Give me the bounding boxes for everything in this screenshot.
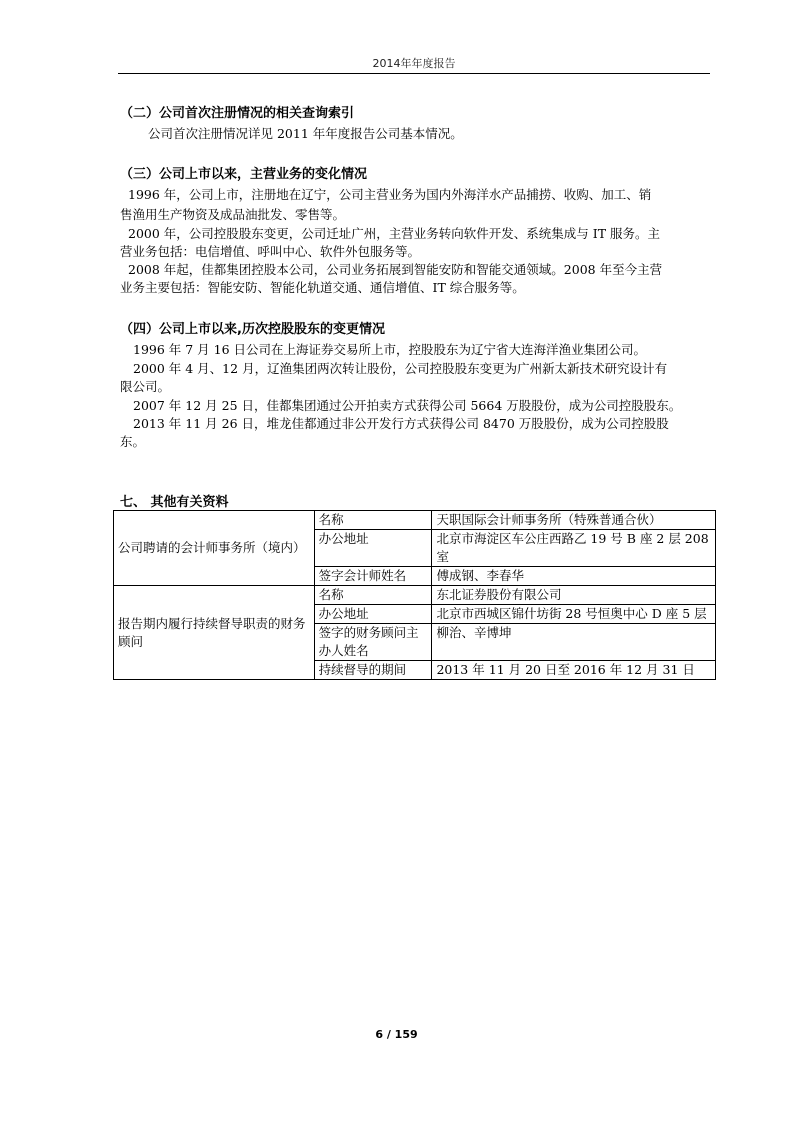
accounting-firm-label: 公司聘请的会计师事务所（境内） bbox=[114, 511, 315, 586]
section-3-line: 2000 年，公司控股股东变更，公司迁址广州，主营业务转向软件开发、系统集成与 IT 服务。主 bbox=[128, 226, 661, 241]
table-row bbox=[114, 511, 716, 530]
field-label: 签字会计师姓名 bbox=[314, 567, 432, 586]
field-label: 持续督导的期间 bbox=[314, 661, 432, 680]
field-value: 傅成钢、李春华 bbox=[432, 567, 716, 586]
section-3-line: 售渔用生产物资及成品油批发、零售等。 bbox=[120, 207, 346, 222]
section-4-line: 1996 年 7 月 16 日公司在上海证券交易所上市，控股股东为辽宁省大连海洋渔业集团公司。 bbox=[133, 342, 647, 357]
section-4-line: 2013 年 11 月 26 日，堆龙佳都通过非公开发行方式获得公司 8470 万股股份，成为公司控股股 bbox=[133, 416, 669, 431]
field-value: 2013 年 11 月 20 日至 2016 年 12 月 31 日 bbox=[432, 661, 716, 680]
field-value: 北京市海淀区车公庄西路乙 19 号 B 座 2 层 208 室 bbox=[432, 530, 716, 567]
section-4-line: 东。 bbox=[120, 434, 146, 449]
field-value: 东北证券股份有限公司 bbox=[432, 586, 716, 605]
field-value: 柳治、辛博坤 bbox=[432, 624, 716, 661]
page-number: 6 / 159 bbox=[375, 1028, 418, 1041]
section-4-line: 限公司。 bbox=[120, 379, 171, 394]
section-2-text: 公司首次注册情况详见 2011 年年度报告公司基本情况。 bbox=[148, 126, 463, 141]
section-4-line: 2007 年 12 月 25 日，佳都集团通过公开拍卖方式获得公司 5664 万股股份，成为公司控股股东。 bbox=[133, 398, 682, 413]
section-4-heading: （四）公司上市以来,历次控股股东的变更情况 bbox=[120, 322, 385, 337]
table-row bbox=[114, 586, 716, 605]
field-label: 签字的财务顾问主办人姓名 bbox=[314, 624, 432, 661]
section-3-line: 1996 年，公司上市，注册地在辽宁，公司主营业务为国内外海洋水产品捕捞、收购、加工、销 bbox=[128, 187, 652, 202]
other-info-table bbox=[113, 510, 716, 680]
field-label: 名称 bbox=[314, 586, 432, 605]
header-divider bbox=[118, 73, 710, 74]
section-4-line: 2000 年 4 月、12 月，辽渔集团两次转让股份，公司控股股东变更为广州新太新技术研究设计有 bbox=[133, 361, 668, 376]
section-3-line: 2008 年起，佳都集团控股本公司，公司业务拓展到智能安防和智能交通领域。2008 年至今主营 bbox=[128, 262, 663, 277]
section-3-line: 营业务包括：电信增值、呼叫中心、软件外包服务等。 bbox=[120, 244, 421, 259]
report-header: 2014年年度报告 bbox=[372, 57, 456, 70]
field-value: 天职国际会计师事务所（特殊普通合伙） bbox=[432, 511, 716, 530]
field-label: 办公地址 bbox=[314, 530, 432, 567]
field-label: 名称 bbox=[314, 511, 432, 530]
section-3-line: 业务主要包括：智能安防、智能化轨道交通、通信增值、IT 综合服务等。 bbox=[120, 280, 525, 295]
field-label: 办公地址 bbox=[314, 605, 432, 624]
section-7-heading: 七、 其他有关资料 bbox=[120, 495, 229, 510]
field-value: 北京市西城区锦什坊街 28 号恒奥中心 D 座 5 层 bbox=[432, 605, 716, 624]
section-2-heading: （二）公司首次注册情况的相关查询索引 bbox=[120, 106, 355, 121]
section-3-heading: （三）公司上市以来，主营业务的变化情况 bbox=[120, 167, 368, 182]
financial-advisor-label: 报告期内履行持续督导职责的财务顾问 bbox=[114, 586, 315, 680]
